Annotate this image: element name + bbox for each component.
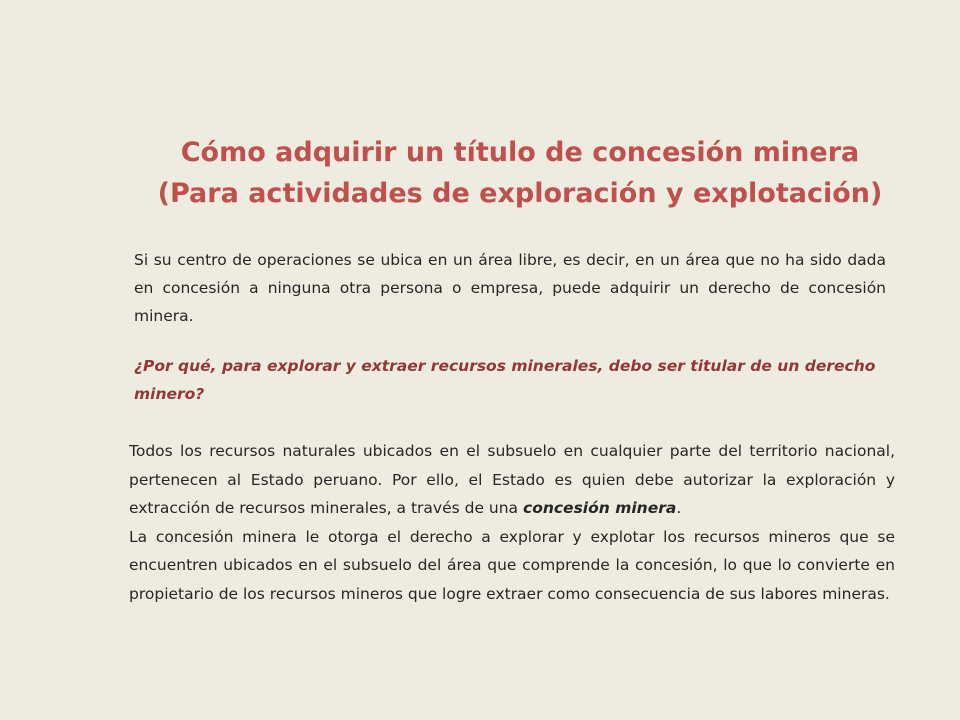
paragraph-1-text: Todos los recursos naturales ubicados en el subsuelo en cualquier parte del territorio nacional, pertenecen al Estado peruano. Por ello, el Estado es quien debe autorizar la exploración y extracción de recursos minerales, a través de una: [129, 442, 895, 517]
paragraph-state-ownership: [129, 437, 895, 523]
title-line-1: Cómo adquirir un título de concesión minera: [180, 137, 860, 168]
question-heading: ¿Por qué, para explorar y extraer recursos minerales, debo ser titular de un derecho minero?: [134, 357, 876, 403]
body-text: [129, 437, 895, 608]
concesion-minera-term: concesión minera: [523, 499, 677, 517]
paragraph-1-end: .: [676, 499, 682, 517]
title-line-2: (Para actividades de exploración y explotación): [157, 178, 883, 209]
slide-title: [120, 132, 920, 214]
intro-paragraph: Si su centro de operaciones se ubica en un área libre, es decir, en un área que no ha sido dada en concesión a ninguna otra persona o empresa, puede adquirir un derecho de concesión minera.: [134, 251, 886, 325]
paragraph-concession-rights: La concesión minera le otorga el derecho a explorar y explotar los recursos mineros que se encuentren ubicados en el subsuelo del área que comprende la concesión, lo que lo convierte en propietario de los recursos mineros que logre extraer como consecuencia de sus labores mineras.: [129, 527, 895, 603]
